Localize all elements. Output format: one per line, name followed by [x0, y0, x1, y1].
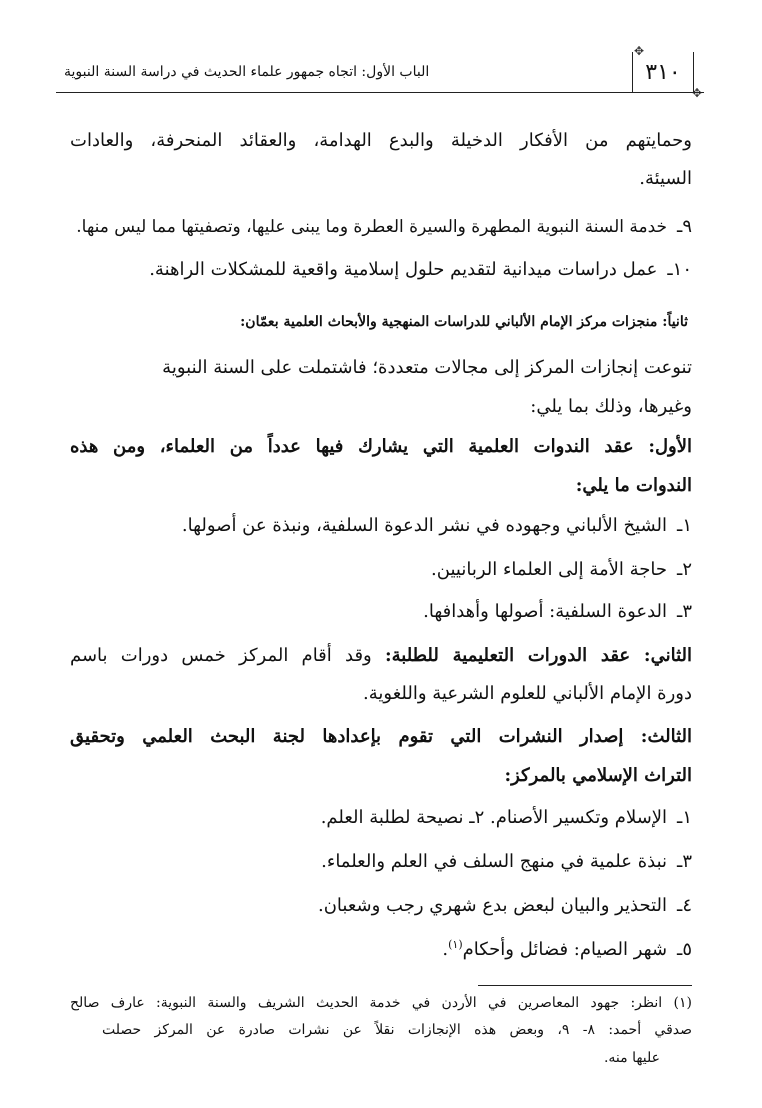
paragraph-line: السيئة. [639, 168, 692, 189]
footnote-line: عليها منه. [603, 1050, 660, 1066]
footnote-line: صدقي أحمد: ٨- ٩، وبعض هذه الإنجازات نقلاً عن نشرات صادرة عن المركز حصلت [102, 1022, 693, 1038]
bold-paragraph-line: الأول: عقد الندوات العلمية التي يشارك فيها عدداً من العلماء، ومن هذه [70, 436, 693, 457]
list-item [423, 601, 692, 622]
list-item [182, 515, 692, 536]
list-number: ٢ـ [677, 559, 692, 580]
list-text: خدمة السنة النبوية المطهرة والسيرة العطرة وما يبنى عليها، وتصفيتها مما ليس منها. [76, 217, 668, 237]
list-item [149, 259, 692, 280]
ornament-icon: ✥ [633, 44, 644, 58]
page-number: ٣١٠ [645, 59, 681, 85]
paragraph-line: دورة الإمام الألباني للعلوم الشرعية واللغوية. [363, 683, 692, 704]
list-text-end: . [442, 939, 449, 960]
footnote-marker: (١) [673, 995, 693, 1011]
list-text: الإسلام وتكسير الأصنام. ٢ـ نصيحة لطلبة العلم. [320, 807, 668, 828]
list-text: شهر الصيام: فضائل وأحكام [462, 939, 668, 960]
list-text: الشيخ الألباني وجهوده في نشر الدعوة السلفية، ونبذة عن أصولها. [181, 515, 668, 536]
list-number: ١ـ [677, 807, 692, 828]
paragraph-line: وغيرها، وذلك بما يلي: [530, 396, 692, 417]
bold-paragraph-line: التراث الإسلامي بالمركز: [504, 765, 692, 786]
list-item [318, 895, 692, 916]
list-number: ١٠ـ [667, 259, 692, 280]
page-number-box [632, 52, 694, 92]
list-text: التحذير والبيان لبعض بدع شهري رجب وشعبان. [317, 895, 668, 916]
running-title: الباب الأول: اتجاه جمهور علماء الحديث في دراسة السنة النبوية [64, 64, 430, 80]
header-rule [56, 92, 704, 93]
bold-paragraph-line: الثالث: إصدار النشرات التي تقوم بإعدادها لجنة البحث العلمي وتحقيق [70, 726, 692, 747]
list-number: ٥ـ [677, 939, 692, 960]
list-number: ١ـ [677, 515, 692, 536]
list-item [76, 216, 692, 237]
paragraph-line [70, 645, 692, 666]
ornament-icon: ✥ [691, 86, 702, 100]
footnote-text: انظر: جهود المعاصرين في الأردن في خدمة الحديث الشريف والسنة النبوية: عارف صالح [70, 995, 663, 1011]
list-number: ٣ـ [677, 601, 692, 622]
page-header [56, 44, 704, 104]
bold-label: الثاني: عقد الدورات التعليمية للطلبة: [384, 645, 692, 666]
list-text: الدعوة السلفية: أصولها وأهدافها. [423, 601, 668, 622]
paragraph-line: تنوعت إنجازات المركز إلى مجالات متعددة؛ فاشتملت على السنة النبوية [162, 357, 692, 378]
list-item [442, 938, 692, 960]
paragraph-text: وقد أقام المركز خمس دورات باسم [70, 645, 372, 666]
footnote-separator [478, 985, 692, 986]
list-text: نبذة علمية في منهج السلف في العلم والعلماء. [321, 851, 668, 872]
list-text: حاجة الأمة إلى العلماء الربانيين. [431, 559, 668, 580]
section-heading: ثانياً: منجزات مركز الإمام الألباني للدراسات المنهجية والأبحاث العلمية بعمّان: [240, 314, 688, 330]
list-item [321, 807, 692, 828]
list-text: عمل دراسات ميدانية لتقديم حلول إسلامية واقعية للمشكلات الراهنة. [149, 259, 658, 280]
footnote-line [70, 995, 692, 1011]
list-item [321, 851, 692, 872]
list-number: ٤ـ [677, 895, 692, 916]
list-number: ٩ـ [677, 216, 692, 237]
footnote-reference: (١) [448, 938, 463, 951]
list-number: ٣ـ [677, 851, 692, 872]
bold-paragraph-line: الندوات ما يلي: [575, 475, 692, 496]
paragraph-line: وحمايتهم من الأفكار الدخيلة والبدع الهدامة، والعقائد المنحرفة، والعادات [70, 130, 692, 151]
list-item [431, 559, 692, 580]
